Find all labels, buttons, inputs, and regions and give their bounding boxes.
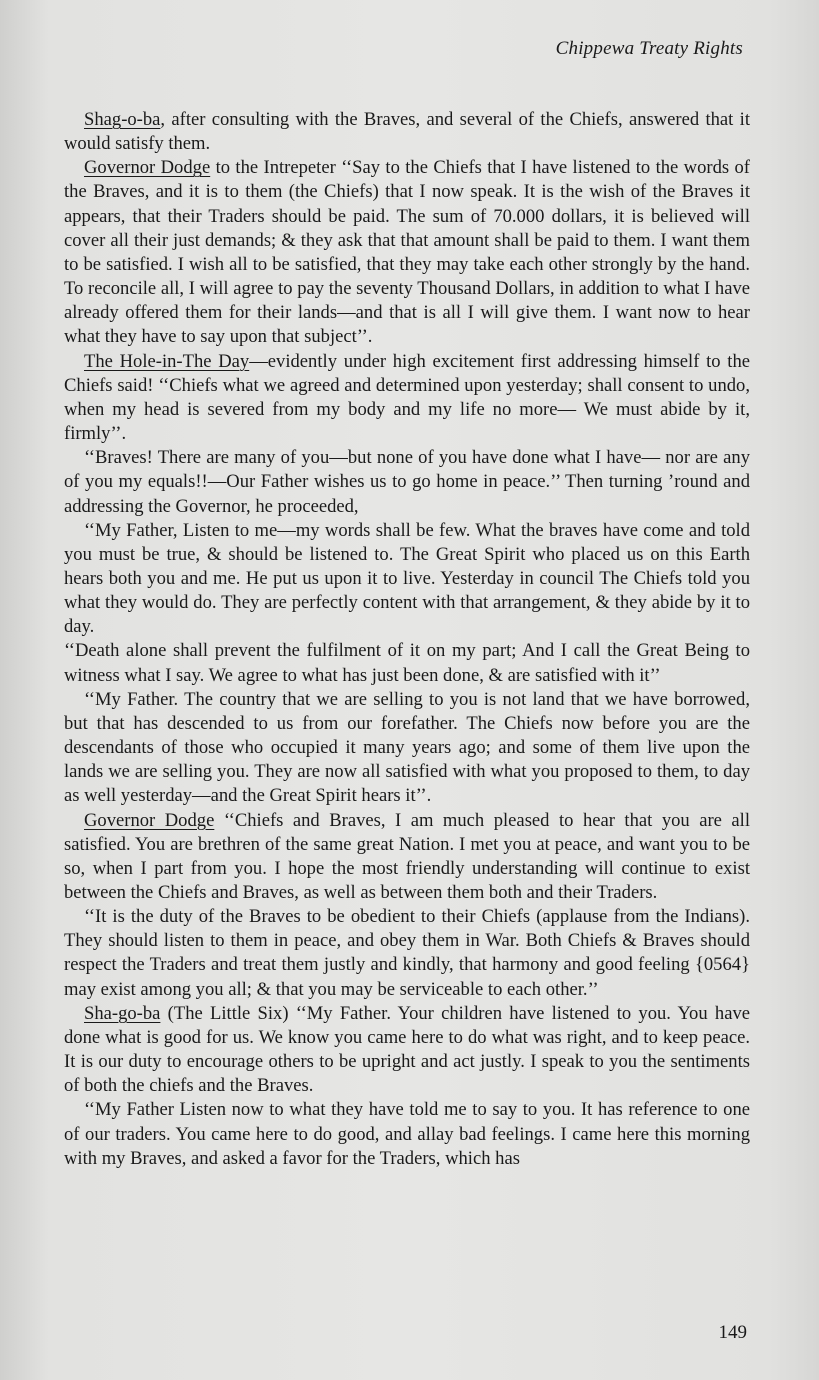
paragraph-text: ‘‘My Father, Listen to me—my words shall be few. What the braves have come and told you must be true, & should be listened to. The Great Spirit who placed us on this Earth hears both you and me. He put us upon it to live. Yesterday in council The Chiefs told you what they would do. They are perfectly content with that arrangement, & they abide by it to day. [64,519,750,638]
paragraph-text: ‘‘My Father. The country that we are selling to you is not land that we have borrowed, but that has descended to us from our forefather. The Chiefs now before you are the descendants of those who occupied it many years ago; and some of them live upon the lands we are selling you. They are now all satisfied with what you proposed to them, to day as well yesterday—and the Great Spirit hears it’’. [64,688,750,807]
paragraph-text: ‘‘Death alone shall prevent the fulfilment of it on my part; And I call the Great Being to witness what I say. We agree to what has just been done, & are satisfied with it’’ [64,640,750,686]
paragraph-text: , after consulting with the Braves, and several of the Chiefs, answered that it would satisfy them. [64,109,750,155]
paragraph [64,519,750,640]
paragraph [64,446,750,518]
body-text [64,108,750,1171]
paragraph-text: (The Little Six) ‘‘My Father. Your children have listened to you. You have done what is good for us. We know you came here to do what was right, and to keep peace. It is our duty to encourage others to be upright and act justly. I speak to you the sentiments of both the chiefs and the Braves. [64,1002,750,1097]
paragraph-text: ‘‘It is the duty of the Braves to be obedient to their Chiefs (applause from the Indians). They should listen to them in peace, and obey them in War. Both Chiefs & Braves should respect the Traders and treat them justly and kindly, that harmony and good feeling {0564} may exist among you all; & that you may be serviceable to each other.’’ [64,906,750,1000]
running-head: Chippewa Treaty Rights [555,38,743,59]
paragraph-text: ‘‘Chiefs and Braves, I am much pleased to hear that you are all satisfied. You are brethren of the same great Nation. I met you at peace, and want you to be so, when I part from you. I hope the most friendly understanding will continue to exist between the Chiefs and Braves, as well as between them both and their Traders. [64,809,750,903]
paragraph-text: to the Intrepeter ‘‘Say to the Chiefs that I have listened to the words of the Braves, and it is to them (the Chiefs) that I now speak. It is the wish of the Braves it appears, that their Traders should be paid. The sum of 70.000 dollars, it is believed will cover all their just demands; & they ask that that amount shall be paid to them. I want them to be satisfied. I wish all to be satisfied, that they may take each other strongly by the hand. To reconcile all, I will agree to pay the seventy Thousand Dollars, in addition to what I have already offered them for their lands—and that is all I will give them. I want now to hear what they have to say upon that subject’’. [64,157,750,348]
paragraph-text: —evidently under high excitement first addressing himself to the Chiefs said! ‘‘Chiefs what we agreed and determined upon yesterday; shall consent to undo, when my head is severed from my body and my life no more— We must abide by it, firmly’’. [64,350,750,445]
paragraph [64,688,750,809]
paragraph [64,905,750,1002]
page-number: 149 [718,1322,747,1343]
paragraph-text: ‘‘Braves! There are many of you—but none of you have done what I have— nor are any of you my equals!!—Our Father wishes us to go home in peace.’’ Then turning ’round and addressing the Governor, he proceeded, [64,447,750,517]
paragraph [64,350,750,447]
speaker-name: The Hole-in-The Day [84,350,250,372]
paragraph [64,108,750,156]
speaker-name: Sha-go-ba [84,1002,161,1024]
paragraph [64,1098,750,1170]
paragraph [64,639,750,687]
speaker-name: Governor Dodge [84,809,215,831]
paragraph-text: ‘‘My Father Listen now to what they have told me to say to you. It has reference to one of our traders. You came here to do good, and allay bad feelings. I came here this morning with my Braves, and asked a favor for the Traders, which has [64,1099,750,1169]
paragraph [64,1002,750,1099]
paragraph [64,809,750,906]
speaker-name: Shag-o-ba [84,109,161,130]
paragraph [64,156,750,349]
speaker-name: Governor Dodge [84,157,211,179]
